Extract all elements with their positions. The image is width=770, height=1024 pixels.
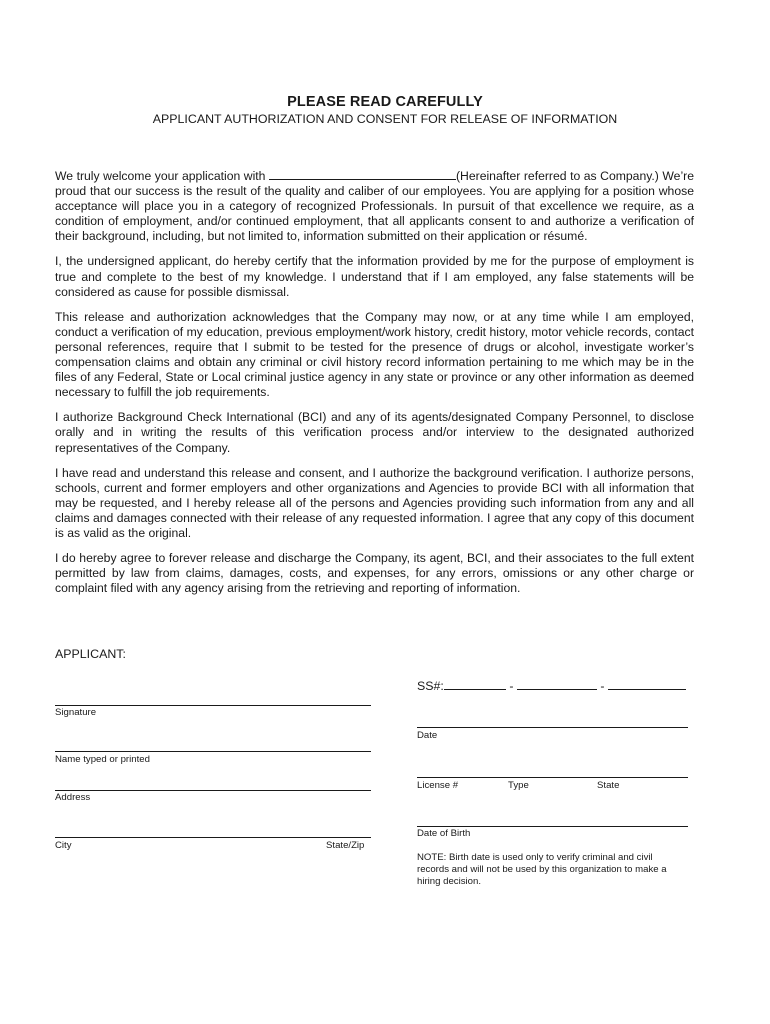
ss-part-1-blank[interactable] [444, 677, 506, 690]
birth-date-note: NOTE: Birth date is used only to verify criminal and civil records and will not be used by this organization to make a hiring decision. [417, 852, 667, 887]
license-label: License # [417, 780, 459, 791]
ss-part-2-blank[interactable] [517, 677, 597, 690]
page-title: PLEASE READ CAREFULLY [287, 94, 483, 110]
applicant-heading: APPLICANT: [55, 647, 126, 661]
address-line[interactable] [55, 790, 371, 791]
paragraph-release-authorization: This release and authorization acknowledges that the Company may now, or at any time while I am employed, conduct a verification of my education, previous employment/work history, credit history, motor vehicle records, contact personal references, require that I submit to be tested for the presence of drugs or alcohol, investigate worker’s compensation claims and obtain any criminal or civil history record information pertaining to me which may be in the files of any Federal, State or Local criminal justice agency in any state or province or any other information as deemed necessary to fulfill the job requirements. [55, 309, 694, 400]
page-subtitle: APPLICANT AUTHORIZATION AND CONSENT FOR RELEASE OF INFORMATION [152, 112, 618, 126]
name-label: Name typed or printed [55, 754, 150, 765]
city-label: City [55, 840, 72, 851]
ss-number-field [417, 677, 686, 693]
name-line[interactable] [55, 751, 371, 752]
paragraph-read-understand: I have read and understand this release and consent, and I authorize the background verification. I authorize persons, schools, current and former employers and other organizations and Agencies to provide BCI with all information that may be requested, and I hereby release all of the persons and Agencies providing such information from any and all claims and damages connected with their release of any requested information. I agree that any copy of this document is as valid as the original. [55, 465, 694, 540]
paragraph-bci-authorization: I authorize Background Check International (BCI) and any of its agents/designated Company Personnel, to disclose orally and in writing the results of this verification process and/or interview to the designated authorized representatives of the Company. [55, 410, 694, 455]
welcome-text-start: We truly welcome your application with [55, 169, 269, 183]
ss-separator-1: - [509, 679, 514, 693]
paragraph-certify: I, the undersigned applicant, do hereby certify that the information provided by me for the purpose of employment is true and complete to the best of my knowledge. I understand that if I am employed, any false statements will be considered as cause for possible dismissal. [55, 254, 694, 299]
ss-part-3-blank[interactable] [608, 677, 686, 690]
paragraph-discharge: I do hereby agree to forever release and discharge the Company, its agent, BCI, and their associates to the full extent permitted by law from claims, damages, costs, and expenses, for any errors, omissions or any other charge or complaint filed with any agency arising from the retrieving and reporting of information. [55, 551, 694, 596]
state-zip-label: State/Zip [326, 840, 365, 851]
date-of-birth-label: Date of Birth [417, 828, 471, 839]
ss-separator-2: - [600, 679, 605, 693]
signature-label: Signature [55, 707, 97, 718]
license-state-label: State [597, 780, 620, 791]
ss-label: SS#: [417, 679, 444, 693]
welcome-text-end: (Hereinafter referred to as Company.) We’re proud that our success is the result of the quality and caliber of our employees. You are applying for a position whose acceptance will place you in a category of recognized Professionals. In pursuit of that excellence we require, as a condition of employment, and/or continued employment, that all applicants consent to and authorize a verification of their background, including, but not limited to, information submitted on their application or résumé. [55, 169, 694, 244]
signature-line[interactable] [55, 705, 371, 706]
address-label: Address [55, 792, 91, 803]
city-state-zip-line[interactable] [55, 837, 371, 838]
paragraph-welcome [55, 168, 694, 244]
company-name-blank[interactable] [269, 168, 456, 180]
date-of-birth-line[interactable] [417, 826, 688, 827]
license-line[interactable] [417, 777, 688, 778]
date-line[interactable] [417, 727, 688, 728]
consent-body [55, 168, 694, 606]
license-type-label: Type [508, 780, 529, 791]
date-label: Date [417, 730, 438, 741]
